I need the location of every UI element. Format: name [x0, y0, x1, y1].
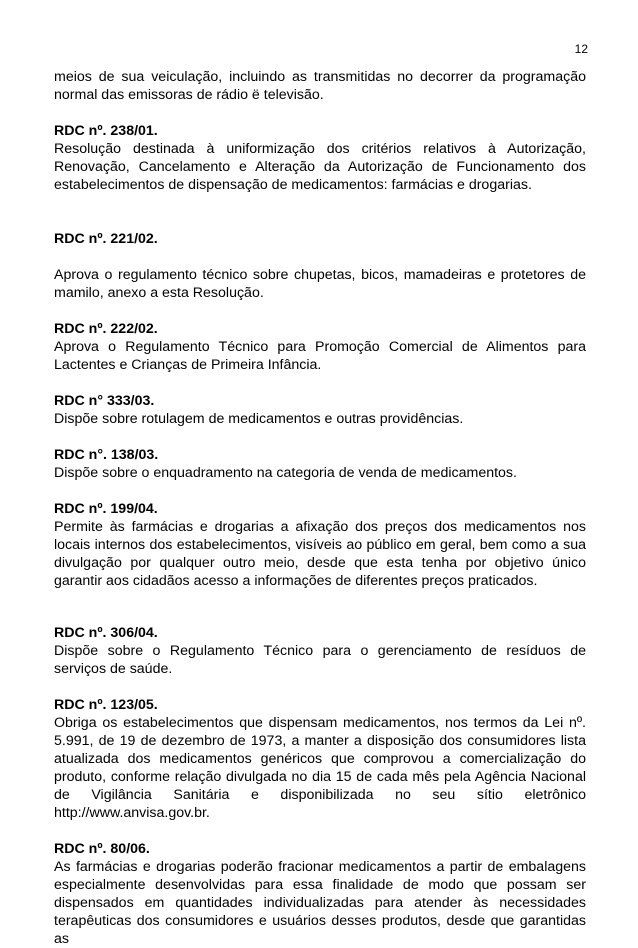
entry-description: Obriga os estabelecimentos que dispensam medicamentos, nos termos da Lei nº. 5.991, de 19 de dezembro de 1973, a manter a disposição dos consumidores lista atualizada dos medicamentos genéricos que comprovou a comercialização do produto, conforme relação divulgada no dia 15 de cada mês pela Agência Nacional de Vigilância Sanitária e disponibilizada no seu sítio eletrônico http://www.anvisa.gov.br.: [54, 715, 586, 821]
entry-rdc-221-02: [54, 230, 586, 302]
entry-rdc-80-06: [54, 840, 586, 948]
entry-rdc-138-03: [54, 446, 586, 482]
entry-code: RDC nº. 221/02.: [54, 231, 158, 247]
entry-description: As farmácias e drogarias poderão fracionar medicamentos a partir de embalagens especialmente desenvolvidas para essa finalidade de modo que possam ser dispensados em quantidades individualizadas para atender às necessidades terapêuticas dos consumidores e usuários desses produtos, desde que garantidas as: [54, 859, 586, 947]
entry-rdc-123-05: [54, 696, 586, 822]
entry-code: RDC nº. 123/05.: [54, 697, 158, 713]
entry-code: RDC n°. 138/03.: [54, 447, 159, 463]
document-body: [54, 68, 586, 948]
entry-description: Resolução destinada à uniformização dos critérios relativos à Autorização, Renovação, Cancelamento e Alteração da Autorização de Funcionamento dos estabelecimentos de dispensação de medicamentos: farmácias e drogarias.: [54, 141, 586, 193]
entry-rdc-199-04: [54, 500, 586, 590]
entry-description: Dispõe sobre o enquadramento na categoria de venda de medicamentos.: [54, 465, 517, 481]
entry-description: Permite às farmácias e drogarias a afixação dos preços dos medicamentos nos locais internos dos estabelecimentos, visíveis ao público em geral, bem como a sua divulgação por qualquer outro meio, desde que esta tenha por objetivo único garantir aos cidadãos acesso a informações de diferentes preços praticados.: [54, 519, 586, 589]
entry-rdc-222-02: [54, 320, 586, 374]
entry-code: RDC nº. 222/02.: [54, 321, 158, 337]
entry-description: Aprova o regulamento técnico sobre chupetas, bicos, mamadeiras e protetores de mamilo, anexo a esta Resolução.: [54, 267, 586, 301]
entry-description: Dispõe sobre o Regulamento Técnico para o gerenciamento de resíduos de serviços de saúde.: [54, 643, 586, 677]
entry-rdc-306-04: [54, 624, 586, 678]
entry-description: Dispõe sobre rotulagem de medicamentos e outras providências.: [54, 411, 464, 427]
entry-code: RDC nº. 199/04.: [54, 501, 158, 517]
entry-description: Aprova o Regulamento Técnico para Promoção Comercial de Alimentos para Lactentes e Crianças de Primeira Infância.: [54, 339, 586, 373]
entry-rdc-333-03: [54, 392, 586, 428]
entry-code: RDC n° 333/03.: [54, 393, 155, 409]
entry-code: RDC nº. 80/06.: [54, 841, 150, 857]
entry-rdc-238-01: [54, 122, 586, 194]
entry-code: RDC nº. 306/04.: [54, 625, 158, 641]
entry-code: RDC nº. 238/01.: [54, 123, 158, 139]
page-number: 12: [574, 42, 588, 56]
intro-paragraph: meios de sua veiculação, incluindo as transmitidas no decorrer da programação normal das emissoras de rádio ë televisão.: [54, 69, 586, 103]
